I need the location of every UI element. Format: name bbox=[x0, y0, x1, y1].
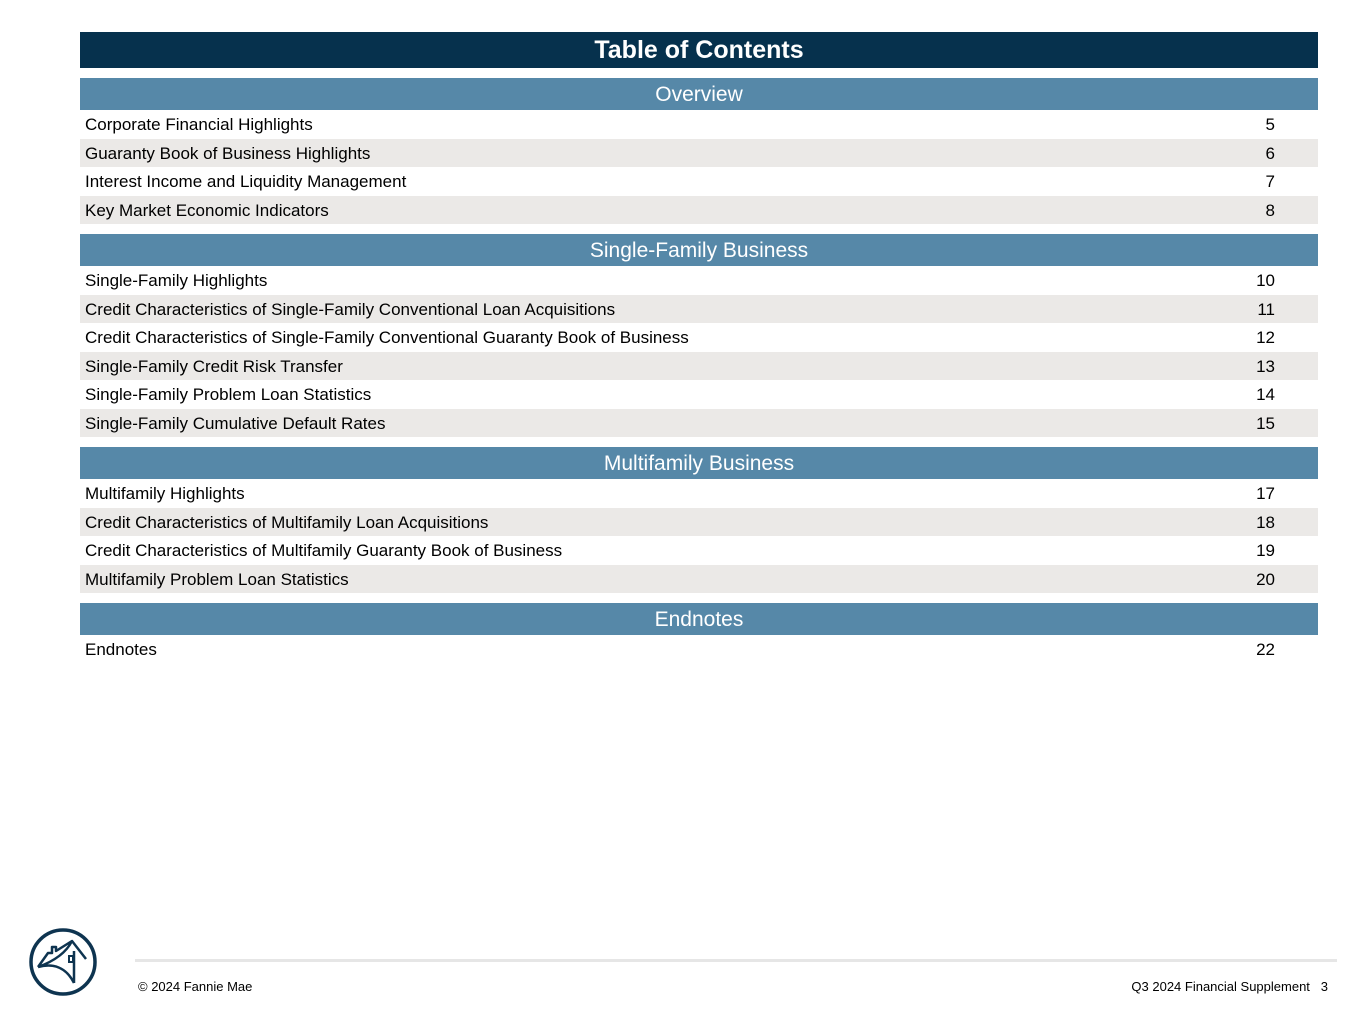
toc-entry-page: 12 bbox=[1256, 328, 1275, 347]
toc-entry-label: Credit Characteristics of Single-Family Conventional Guaranty Book of Business bbox=[85, 328, 689, 347]
section-heading: Overview bbox=[80, 78, 1318, 110]
footer-copyright: © 2024 Fannie Mae bbox=[138, 979, 253, 994]
toc-entry-page: 14 bbox=[1256, 385, 1275, 404]
toc-entry-label: Endnotes bbox=[85, 640, 157, 659]
toc-entry-page: 22 bbox=[1256, 640, 1275, 659]
toc-entry-page: 7 bbox=[1265, 172, 1275, 191]
fannie-mae-logo-icon bbox=[28, 927, 98, 1002]
toc-entry-page: 13 bbox=[1256, 356, 1275, 376]
toc-entry-label: Single-Family Credit Risk Transfer bbox=[85, 356, 343, 376]
section-heading: Endnotes bbox=[80, 603, 1318, 635]
page-title: Table of Contents bbox=[80, 32, 1318, 68]
toc-entry-page: 20 bbox=[1256, 569, 1275, 589]
toc-entry-page: 17 bbox=[1256, 484, 1275, 503]
toc-section bbox=[80, 78, 1318, 224]
toc-entry-page: 11 bbox=[1257, 299, 1275, 319]
toc-entry[interactable] bbox=[80, 295, 1318, 324]
toc-entry[interactable] bbox=[80, 266, 1318, 295]
toc-entry-label: Corporate Financial Highlights bbox=[85, 115, 313, 134]
toc-entry-label: Guaranty Book of Business Highlights bbox=[85, 143, 371, 163]
toc-entry[interactable] bbox=[80, 352, 1318, 381]
toc-section bbox=[80, 234, 1318, 437]
toc-entry[interactable] bbox=[80, 536, 1318, 565]
toc-entry[interactable] bbox=[80, 323, 1318, 352]
toc-entry-page: 10 bbox=[1256, 271, 1275, 290]
toc-entry-label: Single-Family Problem Loan Statistics bbox=[85, 385, 372, 404]
toc-entry-label: Single-Family Highlights bbox=[85, 271, 268, 290]
toc-entry[interactable] bbox=[80, 139, 1318, 168]
toc-section bbox=[80, 447, 1318, 593]
footer-divider bbox=[135, 959, 1337, 962]
toc-entry-page: 6 bbox=[1265, 143, 1275, 163]
toc-entry[interactable] bbox=[80, 167, 1318, 196]
toc-entry-page: 15 bbox=[1256, 413, 1275, 433]
toc-entry-label: Interest Income and Liquidity Management bbox=[85, 172, 407, 191]
section-heading: Multifamily Business bbox=[80, 447, 1318, 479]
footer-doc-title: Q3 2024 Financial Supplement bbox=[1131, 979, 1310, 994]
toc-entry-label: Credit Characteristics of Single-Family Conventional Loan Acquisitions bbox=[85, 299, 616, 319]
toc-entry[interactable] bbox=[80, 508, 1318, 537]
toc-entry[interactable] bbox=[80, 110, 1318, 139]
toc-entry-label: Multifamily Highlights bbox=[85, 484, 245, 503]
toc-entry[interactable] bbox=[80, 565, 1318, 594]
toc-entry[interactable] bbox=[80, 196, 1318, 225]
toc-entry[interactable] bbox=[80, 409, 1318, 438]
toc-entry-page: 18 bbox=[1256, 512, 1275, 532]
toc-entry-label: Single-Family Cumulative Default Rates bbox=[85, 413, 386, 433]
toc-entry[interactable] bbox=[80, 479, 1318, 508]
toc-entry-label: Multifamily Problem Loan Statistics bbox=[85, 569, 349, 589]
toc-entry[interactable] bbox=[80, 380, 1318, 409]
toc-entry-page: 5 bbox=[1265, 115, 1275, 134]
toc-entry[interactable] bbox=[80, 635, 1318, 664]
toc-section bbox=[80, 603, 1318, 664]
footer-page-number: 3 bbox=[1320, 979, 1328, 994]
toc-entry-label: Credit Characteristics of Multifamily Loan Acquisitions bbox=[85, 512, 489, 532]
toc bbox=[80, 32, 1318, 664]
toc-entry-page: 19 bbox=[1256, 541, 1275, 560]
toc-entry-page: 8 bbox=[1265, 200, 1275, 220]
section-heading: Single-Family Business bbox=[80, 234, 1318, 266]
toc-entry-label: Credit Characteristics of Multifamily Guaranty Book of Business bbox=[85, 541, 563, 560]
toc-entry-label: Key Market Economic Indicators bbox=[85, 200, 329, 220]
footer-doc-info bbox=[1131, 979, 1328, 994]
